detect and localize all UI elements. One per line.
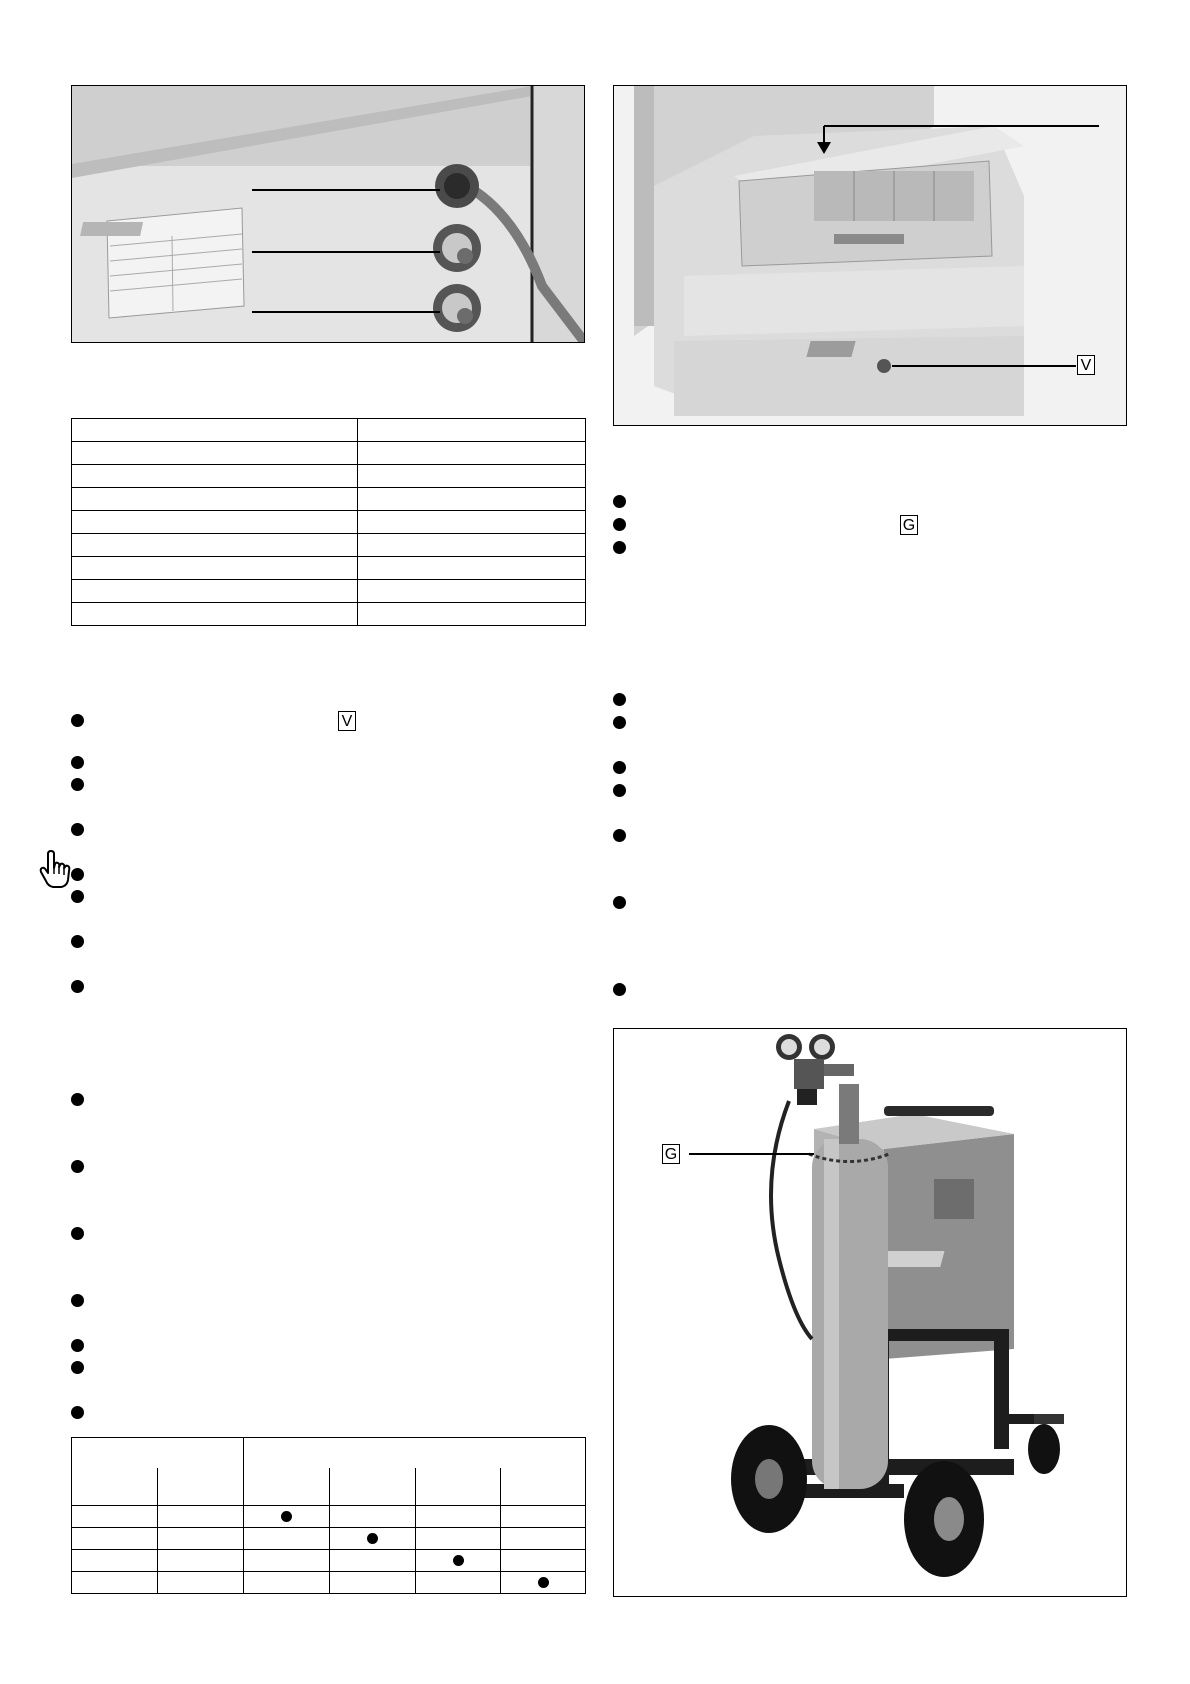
matrix-cell xyxy=(416,1528,501,1550)
table-cell xyxy=(358,511,586,534)
bullet-icon xyxy=(613,518,626,531)
table-cell xyxy=(72,465,358,488)
table-cell xyxy=(358,488,586,511)
bullet-icon xyxy=(71,1339,84,1352)
table-cell xyxy=(72,511,358,534)
matrix-header-cell xyxy=(330,1468,416,1506)
bullet-icon xyxy=(71,980,84,993)
bullet-icon xyxy=(613,983,626,996)
bullet-icon xyxy=(71,1406,84,1419)
table-cell xyxy=(358,557,586,580)
bullet-icon xyxy=(613,896,626,909)
matrix-cell xyxy=(330,1572,416,1594)
matrix-cell xyxy=(244,1572,330,1594)
selection-matrix xyxy=(71,1437,586,1594)
marker-dot-icon xyxy=(281,1511,292,1522)
gas-connector-2 xyxy=(433,284,481,332)
wheel-right xyxy=(904,1461,984,1577)
matrix-cell xyxy=(416,1506,501,1528)
matrix-header-cell xyxy=(416,1468,501,1506)
bullet-icon xyxy=(613,716,626,729)
bullet-icon xyxy=(613,784,626,797)
rear-panel-figure xyxy=(71,85,585,343)
cooling-unit-figure xyxy=(613,85,1127,426)
bullet-icon xyxy=(71,868,84,881)
matrix-cell xyxy=(72,1506,158,1528)
matrix-cell xyxy=(158,1572,244,1594)
bullet-icon xyxy=(71,823,84,836)
bullet-icon xyxy=(71,714,84,727)
bullet-icon xyxy=(71,890,84,903)
label-v-figure: V xyxy=(1077,355,1095,375)
matrix-cell xyxy=(330,1506,416,1528)
table-cell xyxy=(72,442,358,465)
matrix-cell xyxy=(501,1528,586,1550)
marker-dot-icon xyxy=(367,1533,378,1544)
wheel-left xyxy=(731,1425,807,1533)
matrix-cell xyxy=(330,1528,416,1550)
bullet-icon xyxy=(613,495,626,508)
table-cell xyxy=(358,603,586,626)
spec-table xyxy=(71,418,586,626)
marker-dot-icon xyxy=(453,1555,464,1566)
bullet-icon xyxy=(613,761,626,774)
matrix-cell xyxy=(158,1550,244,1572)
bullet-icon xyxy=(71,756,84,769)
fronius-logo xyxy=(80,222,143,236)
bullet-icon xyxy=(71,1093,84,1106)
label-g-figure: G xyxy=(662,1144,680,1164)
matrix-cell xyxy=(501,1550,586,1572)
matrix-cell xyxy=(244,1528,330,1550)
trolley-photo xyxy=(614,1029,1127,1597)
bullet-icon xyxy=(613,541,626,554)
matrix-cell xyxy=(72,1550,158,1572)
fronius-logo xyxy=(880,1251,944,1267)
matrix-cell xyxy=(244,1550,330,1572)
matrix-cell xyxy=(416,1572,501,1594)
bullet-icon xyxy=(613,829,626,842)
bullet-icon xyxy=(71,1160,84,1173)
rear-panel-photo xyxy=(72,86,585,343)
table-cell xyxy=(358,465,586,488)
matrix-cell xyxy=(330,1550,416,1572)
matrix-cell xyxy=(158,1506,244,1528)
bullet-icon xyxy=(71,1294,84,1307)
matrix-header-cell xyxy=(244,1438,586,1468)
marker-dot-icon xyxy=(538,1577,549,1588)
table-cell xyxy=(72,534,358,557)
table-cell xyxy=(358,580,586,603)
fk7-logo xyxy=(806,341,855,357)
cooling-unit-photo xyxy=(614,86,1127,426)
table-cell xyxy=(358,442,586,465)
bullet-icon xyxy=(71,1227,84,1240)
matrix-header-cell xyxy=(244,1468,330,1506)
matrix-cell xyxy=(72,1528,158,1550)
matrix-cell xyxy=(416,1550,501,1572)
table-cell xyxy=(72,557,358,580)
gas-connector-1 xyxy=(433,224,481,272)
bullet-icon xyxy=(613,693,626,706)
matrix-header-cell xyxy=(72,1468,158,1506)
bullet-icon xyxy=(71,1361,84,1374)
matrix-cell xyxy=(158,1528,244,1550)
matrix-cell xyxy=(72,1572,158,1594)
label-v-inline: V xyxy=(338,711,356,731)
label-g-inline: G xyxy=(900,515,918,535)
matrix-cell xyxy=(501,1506,586,1528)
trolley-figure xyxy=(613,1028,1127,1597)
pointing-hand-icon xyxy=(38,850,72,890)
bullet-icon xyxy=(71,935,84,948)
table-cell xyxy=(72,419,358,442)
table-cell xyxy=(72,580,358,603)
matrix-cell xyxy=(244,1506,330,1528)
table-cell xyxy=(358,534,586,557)
matrix-header-cell xyxy=(158,1468,244,1506)
matrix-header-cell xyxy=(72,1438,244,1468)
bullet-icon xyxy=(71,778,84,791)
matrix-cell xyxy=(501,1572,586,1594)
table-cell xyxy=(72,603,358,626)
cable-gland xyxy=(435,164,479,208)
table-cell xyxy=(358,419,586,442)
matrix-header-cell xyxy=(501,1468,586,1506)
table-cell xyxy=(72,488,358,511)
